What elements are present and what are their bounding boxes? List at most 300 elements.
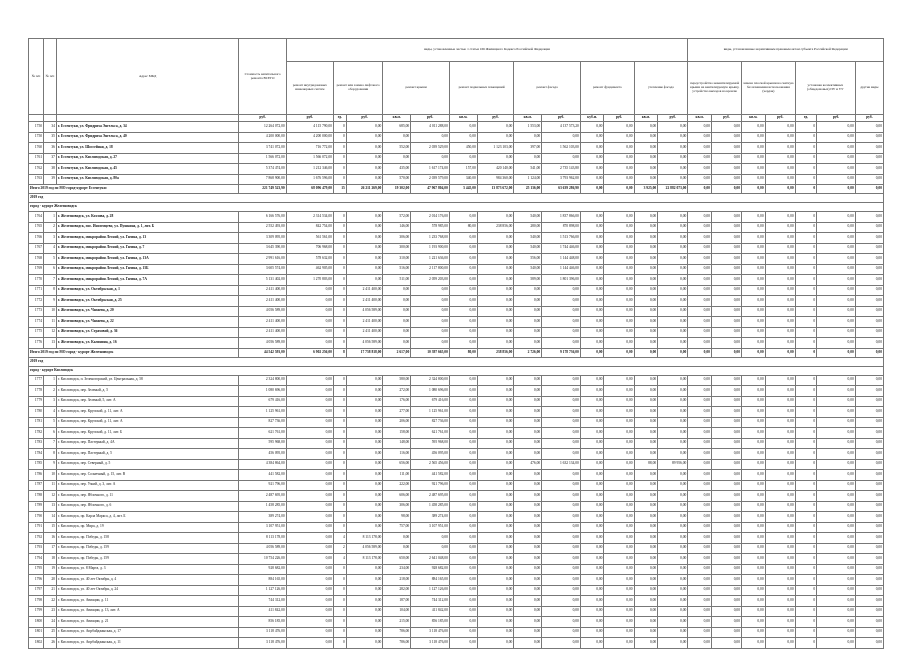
row-value: 0,00 [477, 375, 514, 386]
row-value: 0,00 [346, 512, 383, 523]
row-value: 0,00 [449, 243, 477, 254]
row-value: 0,00 [604, 617, 634, 628]
row-value: 0,00 [604, 338, 634, 349]
row-mo-number: 8 [44, 285, 57, 296]
row-value: 0,00 [855, 375, 883, 386]
row-value: 1 617 174,00 [411, 164, 450, 175]
row-address: г. Железноводск, микрорайон Лесной, ул. Гагина, д. 7А [56, 275, 239, 286]
row-value: 578 985,00 [411, 222, 450, 233]
row-value: 0,00 [580, 132, 604, 143]
row-value: 0,00 [765, 327, 795, 338]
table-body [29, 122, 884, 649]
row-number: 1797 [29, 585, 44, 596]
row-number: 1783 [29, 438, 44, 449]
row-number: 1786 [29, 470, 44, 481]
total-label: Итого 2019 год по МО город - курорт Железноводск [29, 348, 239, 357]
row-value: 0,00 [658, 638, 688, 649]
row-value: 0,00 [711, 491, 741, 502]
row-value: 0 [333, 375, 346, 386]
row-value: 0,00 [765, 438, 795, 449]
row-value: 0,00 [580, 338, 604, 349]
row-cost: 3 741 072,00 [239, 143, 286, 154]
row-value: 0,00 [411, 153, 450, 164]
row-number: 1766 [29, 233, 44, 244]
row-value: 0,00 [711, 533, 741, 544]
row-value: 0,00 [514, 512, 542, 523]
row-value: 0,00 [711, 606, 741, 617]
row-cost: 3 645 390,00 [239, 243, 286, 254]
row-value: 0,00 [449, 396, 477, 407]
row-value: 0,00 [542, 338, 581, 349]
row-value: 0,00 [477, 575, 514, 586]
row-value: 0,00 [514, 417, 542, 428]
row-value: 0 [333, 306, 346, 317]
row-value: 0,00 [817, 417, 856, 428]
row-number: 1785 [29, 459, 44, 470]
row-value: 0,00 [742, 407, 766, 418]
row-value: 0,00 [688, 327, 712, 338]
row-value: 0,00 [742, 327, 766, 338]
row-value: 0,00 [765, 153, 795, 164]
row-value: 0,00 [658, 491, 688, 502]
row-value: 0,00 [742, 222, 766, 233]
row-value: 0,00 [411, 338, 450, 349]
row-cost: 411 842,00 [239, 606, 286, 617]
row-value: 435,00 [383, 164, 411, 175]
row-value: 0,00 [346, 132, 383, 143]
row-value: 0,00 [742, 132, 766, 143]
row-value: 706 968,00 [286, 243, 333, 254]
row-value: 8 113 178,00 [346, 554, 383, 565]
row-value: 0,00 [514, 533, 542, 544]
row-value: 0,00 [514, 407, 542, 418]
row-value: 0,00 [449, 554, 477, 565]
total-cost: 221 749 523,90 [239, 185, 286, 194]
row-value: 0,00 [477, 233, 514, 244]
row-value: 0,00 [477, 627, 514, 638]
row-value: 0 [333, 606, 346, 617]
row-number: 1774 [29, 317, 44, 328]
row-value: 0,00 [817, 470, 856, 481]
row-value: 0,00 [817, 306, 856, 317]
row-value: 0 [333, 233, 346, 244]
row-value: 0,00 [711, 501, 741, 512]
row-value: 0 [333, 585, 346, 596]
row-mo-number: 18 [44, 554, 57, 565]
row-value: 0,00 [855, 585, 883, 596]
row-value: 0,00 [855, 233, 883, 244]
row-value: 0,00 [477, 449, 514, 460]
row-value: 0 [333, 491, 346, 502]
row-value: 0,00 [580, 585, 604, 596]
row-value: 2 [333, 543, 346, 554]
row-value: 0,00 [477, 386, 514, 397]
row-value: 0,00 [514, 585, 542, 596]
row-value: 0,00 [855, 396, 883, 407]
row-value: 0,00 [855, 491, 883, 502]
row-value: 0,00 [346, 396, 383, 407]
table-row [29, 554, 884, 565]
row-value: 0,00 [817, 606, 856, 617]
row-value: 0 [795, 264, 816, 275]
row-value: 116,00 [383, 449, 411, 460]
total-value: 15 [333, 185, 346, 194]
row-value: 441 582,00 [411, 470, 450, 481]
row-cost: 2 991 616,00 [239, 254, 286, 265]
row-value: 0,00 [742, 285, 766, 296]
table-row [29, 338, 884, 349]
row-value: 0,00 [765, 617, 795, 628]
row-value: 111,00 [383, 470, 411, 481]
row-value: 0,00 [765, 264, 795, 275]
row-value: 0,00 [711, 438, 741, 449]
row-value: 0,00 [449, 285, 477, 296]
section-year-label: 2019 год [29, 194, 884, 203]
row-value: 0,00 [634, 638, 658, 649]
row-value: 0,00 [477, 254, 514, 265]
row-value: 0,00 [711, 243, 741, 254]
row-value: 0,00 [688, 407, 712, 418]
row-value: 0,00 [817, 264, 856, 275]
row-cost: 3 605 574,00 [239, 264, 286, 275]
unit-cell: кв.м. [514, 115, 542, 122]
row-value: 0,00 [346, 143, 383, 154]
row-value: 0,00 [817, 212, 856, 223]
row-value: 552,00 [383, 143, 411, 154]
row-value: 0,00 [688, 243, 712, 254]
total-value: 0,00 [688, 348, 712, 357]
row-value: 0,00 [477, 338, 514, 349]
row-value: 0,00 [765, 164, 795, 175]
row-value: 0,00 [742, 428, 766, 439]
row-cost: 621 761,00 [239, 428, 286, 439]
row-value: 0,00 [542, 533, 581, 544]
row-value: 0,00 [580, 564, 604, 575]
row-address: г. Железноводск, микрорайон Лесной, ул. Гагина, д. 13 [56, 233, 239, 244]
row-value: 1 744 446,00 [542, 243, 581, 254]
row-value: 0 [333, 243, 346, 254]
row-value: 0,00 [286, 317, 333, 328]
row-value: 0,00 [383, 153, 411, 164]
row-mo-number: 9 [44, 459, 57, 470]
table-row [29, 132, 884, 143]
table-row [29, 512, 884, 523]
row-mo-number: 5 [44, 254, 57, 265]
row-value: 0,00 [449, 296, 477, 307]
row-value: 0,00 [688, 164, 712, 175]
row-value: 0,00 [580, 143, 604, 154]
table-row [29, 491, 884, 502]
row-value: 0,00 [742, 396, 766, 407]
total-value: 3 925,00 [634, 185, 658, 194]
row-value: 280,00 [514, 222, 542, 233]
row-value: 0,00 [765, 585, 795, 596]
row-value: 0,00 [604, 596, 634, 607]
row-value: 0,00 [542, 627, 581, 638]
row-value: 0,00 [658, 617, 688, 628]
row-value: 0,00 [688, 375, 712, 386]
header-row-groups [29, 39, 884, 62]
row-value: 0,00 [542, 386, 581, 397]
row-value: 2 324 800,00 [411, 375, 450, 386]
row-number: 1760 [29, 143, 44, 154]
row-value: 0,00 [817, 132, 856, 143]
row-value: 0,00 [742, 438, 766, 449]
row-value: 0,00 [449, 212, 477, 223]
row-value: 580,00 [383, 375, 411, 386]
row-value: 0,00 [411, 306, 450, 317]
row-value: 0 [795, 174, 816, 185]
total-value: 26 211 269,00 [346, 185, 383, 194]
row-value: 0,00 [449, 264, 477, 275]
row-value: 0,00 [449, 606, 477, 617]
unit-cell: руб. [711, 115, 741, 122]
row-value: 2 411 400,00 [346, 285, 383, 296]
row-value: 0,00 [477, 606, 514, 617]
row-value: 0,00 [449, 638, 477, 649]
row-value: 0,00 [514, 564, 542, 575]
row-value: 0,00 [658, 243, 688, 254]
row-number: 1799 [29, 606, 44, 617]
row-value: 716 772,00 [286, 143, 333, 154]
row-value: 0,00 [855, 306, 883, 317]
row-value: 0,00 [542, 375, 581, 386]
row-value: 0,00 [634, 428, 658, 439]
row-value: 0 [795, 596, 816, 607]
row-value: 0,00 [580, 386, 604, 397]
total-value: 2 617,00 [383, 348, 411, 357]
total-row [29, 348, 884, 357]
row-address: г. Кисловодск, пер. Северный, д. 5 [56, 459, 239, 470]
row-value: 0,00 [580, 317, 604, 328]
row-value: 0 [333, 512, 346, 523]
row-value: 0,00 [580, 501, 604, 512]
row-value: 0,00 [658, 396, 688, 407]
row-value: 0,00 [765, 396, 795, 407]
row-value: 0,00 [604, 285, 634, 296]
row-value: 0,00 [346, 407, 383, 418]
total-value: 0,00 [817, 348, 856, 357]
row-value: 0,00 [634, 501, 658, 512]
row-value: 0,00 [658, 575, 688, 586]
row-value: 0,00 [765, 407, 795, 418]
row-value: 1 127 126,00 [411, 585, 450, 596]
table-row [29, 627, 884, 638]
row-value: 0,00 [634, 285, 658, 296]
table-row [29, 522, 884, 533]
row-value: 397,00 [514, 143, 542, 154]
row-value: 0,00 [580, 164, 604, 175]
row-value: 0,00 [286, 327, 333, 338]
row-value: 0,00 [604, 585, 634, 596]
row-mo-number: 13 [44, 338, 57, 349]
row-number: 1770 [29, 275, 44, 286]
row-value: 0,00 [817, 428, 856, 439]
row-value: 0,00 [658, 470, 688, 481]
row-value: 0,00 [765, 143, 795, 154]
row-value: 0 [795, 533, 816, 544]
row-value: 0,00 [542, 396, 581, 407]
row-value: 786,00 [383, 627, 411, 638]
row-value: 0,00 [604, 164, 634, 175]
row-value: 0,00 [855, 617, 883, 628]
row-value: 0,00 [286, 417, 333, 428]
row-value: 0,00 [449, 575, 477, 586]
row-value: 0,00 [855, 212, 883, 223]
row-value: 0,00 [817, 164, 856, 175]
row-value: 0,00 [658, 164, 688, 175]
row-value: 4 056 589,00 [346, 338, 383, 349]
row-value: 1 123 103,00 [477, 143, 514, 154]
row-value: 0 [333, 459, 346, 470]
row-value: 0,00 [346, 275, 383, 286]
row-value: 0,00 [604, 153, 634, 164]
row-value: 0,00 [346, 122, 383, 133]
row-value: 0,00 [477, 132, 514, 143]
row-value: 0 [795, 575, 816, 586]
row-value: 0,00 [711, 233, 741, 244]
row-value: 0,00 [688, 396, 712, 407]
unit-cell: куб.м. [580, 115, 604, 122]
row-cost: 2 411 400,00 [239, 317, 286, 328]
row-value: 0,00 [817, 143, 856, 154]
unit-cell: руб. [855, 115, 883, 122]
row-value: 540,00 [514, 243, 542, 254]
row-value: 0,00 [514, 501, 542, 512]
row-value: 0,00 [658, 143, 688, 154]
row-value: 0,00 [855, 459, 883, 470]
row-value: 0 [795, 438, 816, 449]
row-value: 0,00 [449, 306, 477, 317]
row-value: 0,00 [580, 533, 604, 544]
row-value: 578 632,00 [286, 254, 333, 265]
row-value: 0,00 [817, 617, 856, 628]
row-value: 589,00 [514, 275, 542, 286]
row-value: 0 [333, 143, 346, 154]
row-value: 0,00 [542, 512, 581, 523]
row-mo-number: 25 [44, 627, 57, 638]
row-value: 0,00 [765, 317, 795, 328]
row-cost: 8 113 178,00 [239, 533, 286, 544]
row-value: 0 [795, 470, 816, 481]
row-value: 0 [795, 233, 816, 244]
row-value: 0,00 [449, 564, 477, 575]
row-value: 842 754,00 [286, 222, 333, 233]
row-value: 0,00 [688, 338, 712, 349]
row-value: 0,00 [711, 164, 741, 175]
row-value: 0,00 [765, 459, 795, 470]
row-value: 0,00 [742, 638, 766, 649]
row-value: 0,00 [634, 596, 658, 607]
row-value: 0,00 [711, 143, 741, 154]
row-number: 1779 [29, 396, 44, 407]
row-value: 0,00 [286, 470, 333, 481]
row-number: 1800 [29, 617, 44, 628]
row-value: 0,00 [711, 407, 741, 418]
row-number: 1793 [29, 543, 44, 554]
row-value: 0,00 [765, 296, 795, 307]
row-number: 1781 [29, 417, 44, 428]
row-mo-number: 14 [44, 512, 57, 523]
row-value: 0,00 [855, 417, 883, 428]
row-value: 0,00 [765, 606, 795, 617]
row-value: 0,00 [346, 164, 383, 175]
row-value: 0,00 [580, 512, 604, 523]
row-value: 0,00 [742, 533, 766, 544]
row-value: 0,00 [742, 233, 766, 244]
table-row [29, 428, 884, 439]
row-value: 0,00 [658, 428, 688, 439]
row-number: 1771 [29, 285, 44, 296]
row-value: 0,00 [688, 233, 712, 244]
row-value: 0,00 [514, 449, 542, 460]
row-value: 0,00 [634, 174, 658, 185]
row-value: 0,00 [542, 327, 581, 338]
row-value: 0,00 [477, 285, 514, 296]
row-value: 0,00 [346, 222, 383, 233]
row-value: 0,00 [711, 212, 741, 223]
row-number: 1778 [29, 386, 44, 397]
row-value: 0,00 [514, 554, 542, 565]
row-value: 0,00 [604, 143, 634, 154]
row-value: 0,00 [742, 243, 766, 254]
row-value: 0,00 [477, 264, 514, 275]
row-cost: 10 754 226,00 [239, 554, 286, 565]
row-value: 0,00 [514, 627, 542, 638]
row-value: 0,00 [688, 428, 712, 439]
row-number: 1761 [29, 153, 44, 164]
row-value: 0,00 [688, 153, 712, 164]
row-address: г. Кисловодск, пр. Победы, д. 158 [56, 533, 239, 544]
row-value: 0,00 [542, 285, 581, 296]
header-group-regional: виды, установленные нормативным правовым актом субъекта Российской Федерации [688, 39, 884, 62]
row-value: 2 014 176,00 [411, 212, 450, 223]
total-cost: 44 542 593,00 [239, 348, 286, 357]
row-value: 0,00 [477, 470, 514, 481]
row-value: 0,00 [383, 306, 411, 317]
row-value: 2 487 695,00 [411, 491, 450, 502]
row-value: 0 [795, 164, 816, 175]
unit-cell: руб. [765, 115, 795, 122]
row-value: 88,00 [634, 459, 658, 470]
row-value: 0,00 [688, 501, 712, 512]
row-value: 0,00 [711, 386, 741, 397]
row-number: 1773 [29, 306, 44, 317]
row-value: 0,00 [449, 317, 477, 328]
row-value: 0,00 [449, 522, 477, 533]
row-value: 0,00 [742, 449, 766, 460]
row-value: 462 905,00 [286, 264, 333, 275]
row-mo-number: 21 [44, 585, 57, 596]
row-value: 0 [333, 285, 346, 296]
row-value: 0,00 [711, 428, 741, 439]
row-cost: 744 312,00 [239, 596, 286, 607]
row-value: 0 [795, 417, 816, 428]
row-value: 0,00 [817, 407, 856, 418]
row-value: 1 458 285,00 [411, 501, 450, 512]
row-value: 0,00 [580, 428, 604, 439]
row-value: 0,00 [765, 386, 795, 397]
row-mo-number: 19 [44, 564, 57, 575]
table-row [29, 480, 884, 491]
row-value: 0,00 [542, 470, 581, 481]
row-value: 0,00 [542, 132, 581, 143]
row-value: 0,00 [514, 596, 542, 607]
row-value: 0,00 [742, 153, 766, 164]
row-cost: 679 416,00 [239, 396, 286, 407]
row-value: 0,00 [477, 243, 514, 254]
row-value: 0,00 [542, 554, 581, 565]
